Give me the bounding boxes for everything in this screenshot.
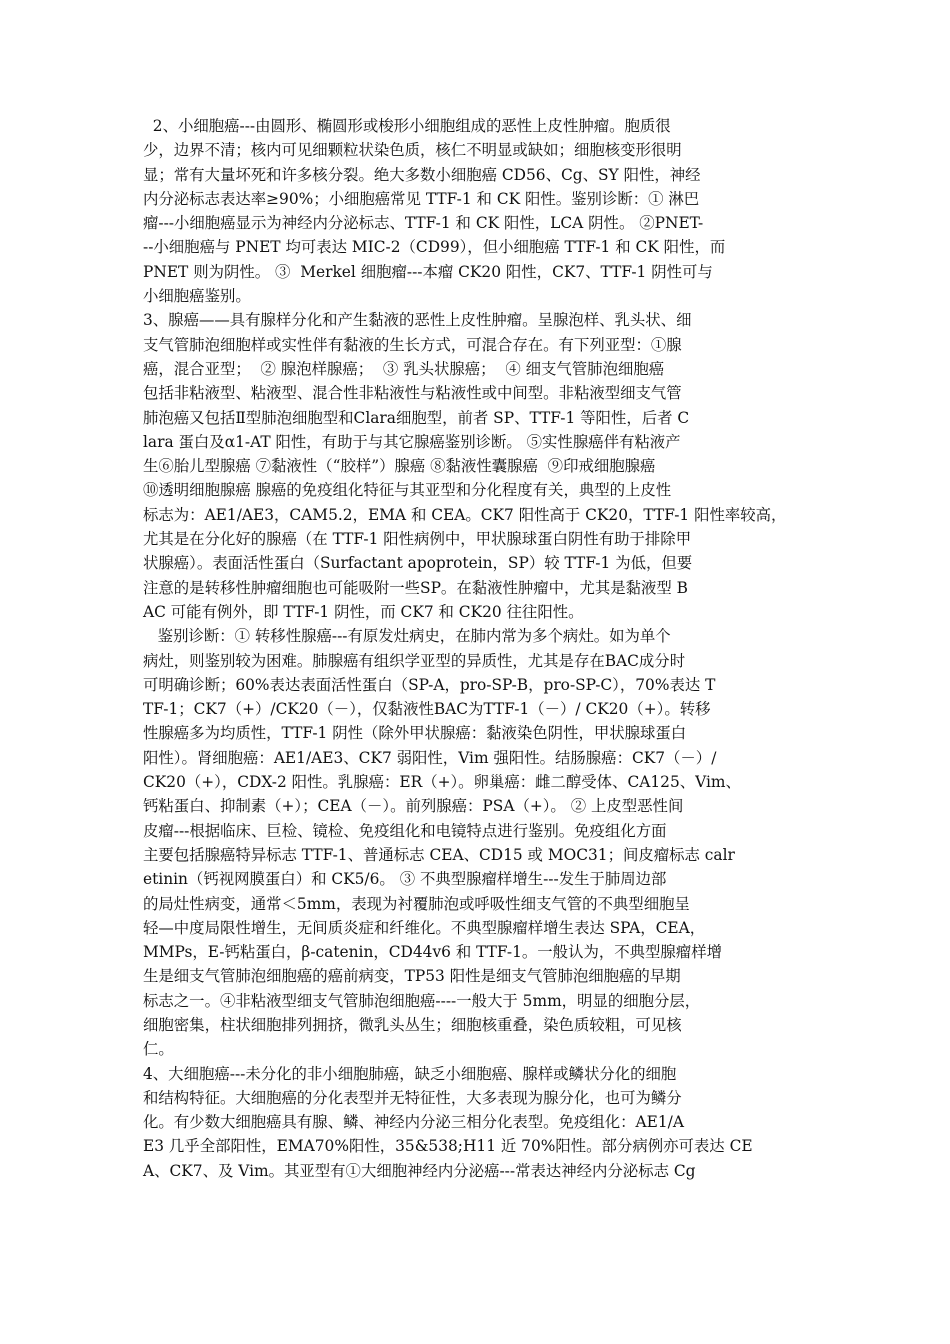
- text-line: 仁。: [143, 1040, 174, 1059]
- text-line: 状腺癌）。表面活性蛋白（Surfactant apoprotein，SP）较 TTF-1 为低，但要: [143, 554, 693, 573]
- text-line: 主要包括腺癌特异标志 TTF-1、普通标志 CEA、CD15 或 MOC31；间皮瘤标志 calr: [143, 845, 735, 864]
- text-line: 生⑥胎儿型腺癌 ⑦黏液性（“胶样”）腺癌 ⑧黏液性囊腺癌 ⑨印戒细胞腺癌: [143, 457, 656, 476]
- text-line: A、CK7、及 Vim。其亚型有①大细胞神经内分泌癌---常表达神经内分泌标志 Cg: [143, 1161, 696, 1180]
- text-line: 包括非粘液型、粘液型、混合性非粘液性与粘液性或中间型。非粘液型细支气管: [143, 384, 682, 403]
- text-line: 支气管肺泡细胞样或实性伴有黏液的生长方式，可混合存在。有下列亚型：①腺: [143, 335, 682, 354]
- text-line: ⑩透明细胞腺癌 腺癌的免疫组化特征与其亚型和分化程度有关，典型的上皮性: [143, 481, 672, 500]
- text-line: 小细胞癌鉴别。: [143, 287, 251, 306]
- text-line: 皮瘤---根据临床、巨检、镜检、免疫组化和电镜特点进行鉴别。免疫组化方面: [143, 821, 667, 840]
- text-line: TF-1；CK7（+）/CK20（－），仅黏液性BAC为TTF-1（－）/ CK20（+）。转移: [143, 700, 711, 719]
- text-line: 生是细支气管肺泡细胞癌的癌前病变，TP53 阳性是细支气管肺泡细胞癌的早期: [143, 967, 681, 986]
- text-line: 3、腺癌——具有腺样分化和产生黏液的恶性上皮性肿瘤。呈腺泡样、乳头状、细: [143, 311, 692, 330]
- text-line: 4、大细胞癌---未分化的非小细胞肺癌，缺乏小细胞癌、腺样或鳞状分化的细胞: [143, 1064, 677, 1083]
- text-line: 尤其是在分化好的腺癌（在 TTF-1 阳性病例中，甲状腺球蛋白阴性有助于排除甲: [143, 530, 692, 549]
- text-line: 注意的是转移性肿瘤细胞也可能吸附一些SP。在黏液性肿瘤中，尤其是黏液型 B: [143, 578, 688, 597]
- text-line: 的局灶性病变，通常＜5mm，表现为衬覆肺泡或呼吸性细支气管的不典型细胞呈: [143, 894, 690, 913]
- text-line: 可明确诊断；60%表达表面活性蛋白（SP-A，pro-SP-B，pro-SP-C），70%表达 T: [143, 675, 716, 694]
- text-line: 阳性）。肾细胞癌：AE1/AE3、CK7 弱阳性，Vim 强阳性。结肠腺癌：CK7（－）/: [143, 748, 717, 767]
- text-line: 钙粘蛋白、抑制素（+）；CEA（－）。前列腺癌：PSA（+）。 ② 上皮型恶性间: [143, 797, 684, 816]
- text-line: 瘤---小细胞癌显示为神经内分泌标志、TTF-1 和 CK 阳性，LCA 阴性。 ②PNET-: [143, 214, 704, 233]
- text-line: lara 蛋白及α1-AT 阳性，有助于与其它腺癌鉴别诊断。 ⑤实性腺癌伴有粘液产: [143, 432, 681, 451]
- text-line: E3 几乎全部阳性，EMA70%阳性，35&538;H11 近 70%阳性。部分病例亦可表达 CE: [143, 1137, 753, 1156]
- text-line: AC 可能有例外，即 TTF-1 阴性，而 CK7 和 CK20 往往阳性。: [143, 602, 584, 621]
- text-line: 性腺癌多为均质性，TTF-1 阴性（除外甲状腺癌：黏液染色阴性，甲状腺球蛋白: [143, 724, 687, 743]
- text-line: 病灶，则鉴别较为困难。肺腺癌有组织学亚型的异质性，尤其是存在BAC成分时: [143, 651, 686, 670]
- text-line: 癌，混合亚型； ② 腺泡样腺癌； ③ 乳头状腺癌； ④ 细支气管肺泡细胞癌: [143, 359, 665, 378]
- text-line: CK20（+），CDX-2 阳性。乳腺癌：ER（+）。卵巢癌：雌二醇受体、CA125、Vim、: [143, 773, 741, 792]
- text-line: 标志为：AE1/AE3，CAM5.2，EMA 和 CEA。CK7 阳性高于 CK20，TTF-1 阳性率较高，: [143, 505, 787, 524]
- text-line: MMPs，E-钙粘蛋白，β-catenin，CD44v6 和 TTF-1。一般认为，不典型腺瘤样增: [143, 943, 722, 962]
- text-line: 显；常有大量坏死和许多核分裂。绝大多数小细胞癌 CD56、Cg、SY 阳性，神经: [143, 165, 701, 184]
- document-page: [143, 114, 808, 1183]
- text-line: 标志之一。④非粘液型细支气管肺泡细胞癌----一般大于 5mm，明显的细胞分层，: [143, 991, 701, 1010]
- text-line: 少，边界不清；核内可见细颗粒状染色质，核仁不明显或缺如；细胞核变形很明: [143, 141, 682, 160]
- text-line: 轻—中度局限性增生，无间质炎症和纤维化。不典型腺瘤样增生表达 SPA，CEA，: [143, 918, 706, 937]
- text-line: 肺泡癌又包括Ⅱ型肺泡细胞型和Clara细胞型，前者 SP、TTF-1 等阳性，后者 C: [143, 408, 690, 427]
- text-line: 内分泌标志表达率≥90%；小细胞癌常见 TTF-1 和 CK 阳性。鉴别诊断：① 淋巴: [143, 189, 700, 208]
- text-line: 2、小细胞癌---由圆形、椭圆形或梭形小细胞组成的恶性上皮性肿瘤。胞质很: [143, 117, 671, 135]
- text-line: 鉴别诊断：① 转移性腺癌---有原发灶病史，在肺内常为多个病灶。如为单个: [143, 627, 671, 646]
- text-line: etinin（钙视网膜蛋白）和 CK5/6。 ③ 不典型腺瘤样增生---发生于肺周边部: [143, 870, 667, 889]
- text-line: 细胞密集，柱状细胞排列拥挤，微乳头丛生；细胞核重叠，染色质较粗，可见核: [143, 1015, 682, 1034]
- text-line: 化。有少数大细胞癌具有腺、鳞、神经内分泌三相分化表型。免疫组化：AE1/A: [143, 1113, 684, 1132]
- text-line: PNET 则为阴性。 ③ Merkel 细胞瘤---本瘤 CK20 阳性，CK7、TTF-1 阴性可与: [143, 262, 713, 281]
- text-line: --小细胞癌与 PNET 均可表达 MIC-2（CD99），但小细胞癌 TTF-1 和 CK 阳性，而: [143, 238, 726, 257]
- text-line: 和结构特征。大细胞癌的分化表型并无特征性，大多表现为腺分化，也可为鳞分: [143, 1088, 682, 1107]
